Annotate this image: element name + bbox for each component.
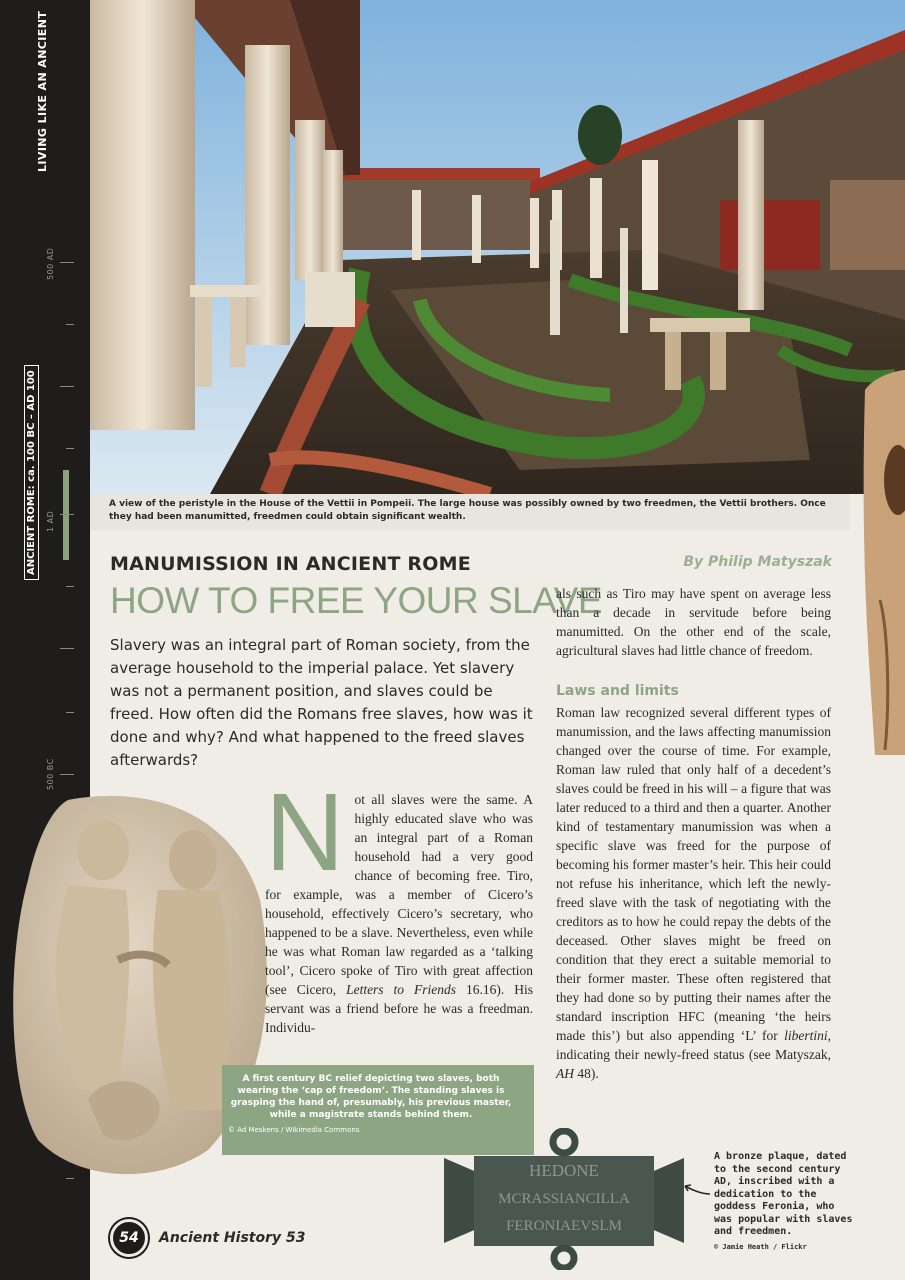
article-title: HOW TO FREE YOUR SLAVE	[110, 580, 603, 621]
plaque-line-2: MCRASSIANCILLA	[498, 1191, 630, 1207]
timeline-tick	[66, 324, 74, 325]
timeline-tick	[66, 712, 74, 713]
timeline-tick	[60, 514, 74, 515]
relief-caption-text: A first century BC relief depicting two slaves, both wearing the ‘cap of freedom’. The standing slaves is grasping the hand of, presumably, his previous master, while a magistrate stands behind them.	[230, 1074, 512, 1120]
magazine-issue: Ancient History 53	[159, 1230, 306, 1246]
date-label-500bc: 500 BC	[46, 758, 55, 790]
caption-arrow-icon	[682, 1182, 712, 1198]
plaque-line-3: FERONIAEVSLM	[506, 1218, 622, 1234]
drop-cap: N	[265, 771, 345, 894]
article-standfirst: Slavery was an integral part of Roman society, from the average household to the imperial palace. Yet slavery was not a permanent position, and slaves could be freed. How often did the Romans free slaves, how was it done and why? And what happened to the freed slaves afterwards?	[110, 636, 533, 769]
column-2-body-text: Roman law recognized several different types of manumission, and the laws affecting manumission changed over the course of time. For example, Roman law ruled that only half of a decedent’s slaves could be freed in his will – a figure that was later reduced to a third and then a quarter. Another kind of testamentary manumission was when a specific slave was freed for the purpose of becoming his former master’s heir. This heir could not refuse his inheritance, which left the newly-freed slave with the task of negotiating with the creditors as to how he could repay the debts of the deceased. Other slaves might be freed on condition that they erect a suitable memorial to their former master. These often registered that they had done so by putting their names after the standard inscription HFC (meaning ‘the heirs made this’) but also appending ‘L’ for	[556, 705, 831, 1043]
article-column-1	[265, 771, 533, 1037]
edge-figure-image	[860, 370, 905, 755]
term-libertini: libertini	[784, 1028, 828, 1043]
column-1-text: ot all slaves were the same. A highly educated slave who was an integral part of a Roman household had a very good chance of becoming free. Tiro, for example, was a member of Cicero’s household, effectively Cicero’s secretary, who happened to be a slave. Nevertheless, even while he was what Roman law regarded as a ‘talking tool’, Cicero spoke of Tiro with great affection (see Cicero,	[265, 792, 533, 997]
timeline-tick	[66, 448, 74, 449]
timeline-tick	[60, 774, 74, 775]
plaque-caption-text: A bronze plaque, dated to the second century AD, inscribed with a dedication to the goddess Feronia, who was popular with slaves and freedmen.	[714, 1151, 853, 1237]
plaque-caption	[714, 1151, 854, 1253]
column-2-body	[556, 703, 831, 1083]
date-label-500ad: 500 AD	[46, 247, 55, 280]
column-2-body-end: 48).	[574, 1066, 599, 1081]
column-2-body-mid: , indicating their newly-freed status (see Matyszak,	[556, 1028, 831, 1062]
article-byline: By Philip Matyszak	[683, 554, 832, 570]
timeline-tick	[60, 262, 74, 263]
bronze-plaque-image	[444, 1128, 684, 1270]
subhead-laws-and-limits: Laws and limits	[556, 683, 679, 699]
timeline-tick	[66, 586, 74, 587]
timeline-tick	[60, 648, 74, 649]
date-label-1ad: 1 AD	[46, 510, 55, 532]
citation-ah: AH	[556, 1066, 574, 1081]
plaque-credit: © Jamie Heath / Flickr	[714, 1242, 807, 1251]
page-number: 54	[110, 1219, 148, 1257]
hero-caption: A view of the peristyle in the House of the Vettii in Pompeii. The large house was possibly owned by two freedmen, the Vettii brothers. Once they had been manumitted, freedmen could obtain significant wealth.	[90, 494, 850, 530]
timeline-marker	[63, 470, 69, 560]
article-kicker: MANUMISSION IN ANCIENT ROME	[110, 553, 471, 575]
timeline-tick	[60, 386, 74, 387]
citation-title: Letters to Friends	[346, 982, 457, 997]
column-1-tail: 16.16). His servant was a friend before he was a freedman. Individu-	[265, 982, 533, 1035]
plaque-line-1: HEDONE	[529, 1161, 599, 1180]
article-column-2	[556, 584, 831, 1083]
hero-photo-peristyle	[90, 0, 905, 494]
section-title: LIVING LIKE AN ANCIENT	[36, 10, 49, 172]
column-2-intro: als such as Tiro may have spent on average less than a decade in servitude before being manumitted. On the other end of the scale, agricultural slaves had little chance of freedom.	[556, 586, 831, 658]
relief-credit: © Ad Meskens / Wikimedia Commons	[228, 1126, 360, 1134]
era-label: ANCIENT ROME: ca. 100 BC – AD 100	[24, 365, 39, 580]
